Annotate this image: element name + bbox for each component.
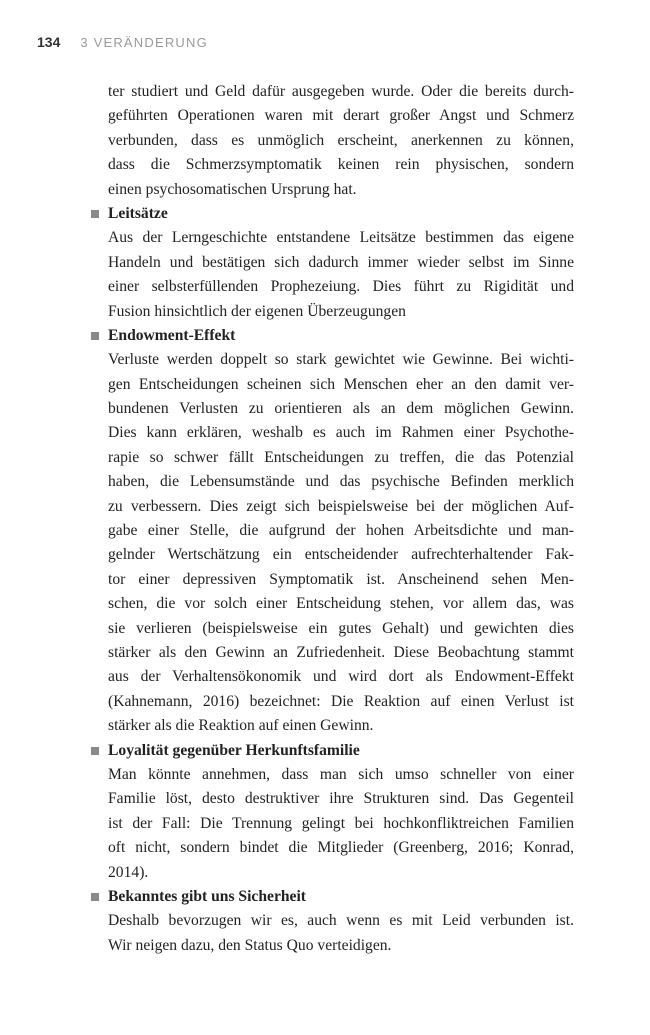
text-line: zu verbessern. Dies zeigt sich beispielsweise bei der möglichen Auf- — [108, 497, 574, 515]
text-line: Familie löst, desto destruktiver ihre Strukturen sind. Das Gegenteil — [108, 790, 574, 808]
running-header — [37, 34, 208, 54]
list-item — [108, 202, 574, 324]
text-line: gen Entscheidungen scheinen sich Menschen eher an den damit ver- — [108, 375, 574, 393]
text-line: rapie so schwer fällt Entscheidungen zu treffen, die das Potenzial — [108, 448, 574, 466]
text-line: (Kahnemann, 2016) bezeichnet: Die Reaktion auf einen Verlust ist — [108, 692, 574, 710]
text-line: tor einer depressiven Symptomatik ist. Anscheinend sehen Men- — [108, 570, 574, 588]
square-bullet-icon — [91, 747, 99, 755]
list-item — [108, 885, 574, 958]
text-line: Fusion hinsichtlich der eigenen Überzeugungen — [108, 302, 406, 320]
text-line: ist der Fall: Die Trennung gelingt bei hochkonfliktreichen Familien — [108, 814, 574, 832]
text-line: sie verlieren (beispielsweise ein gutes Gehalt) und gewichten dies — [108, 619, 574, 637]
intro-paragraph — [108, 80, 574, 202]
text-line: aus der Verhaltensökonomik und wird dort als Endowment-Effekt — [108, 668, 574, 686]
text-line: haben, die Lebensumstände und das psychische Befinden merklich — [108, 473, 574, 491]
text-line: stärker als den Gewinn an Zufriedenheit. Diese Beobachtung stammt — [108, 643, 574, 661]
text-line: oft nicht, sondern bindet die Mitglieder (Greenberg, 2016; Konrad, — [108, 839, 574, 857]
text-line: gelnder Wertschätzung ein entscheidender aufrechterhaltender Fak- — [108, 546, 574, 564]
text-line: Wir neigen dazu, den Status Quo verteidigen. — [108, 936, 392, 954]
text-line: dass die Schmerzsymptomatik keinen rein physischen, sondern — [108, 156, 574, 174]
list-item — [108, 739, 574, 885]
text-line: verbunden, dass es unmöglich erscheint, anerkennen zu können, — [108, 131, 574, 149]
text-line: gabe einer Stelle, die aufgrund der hohen Arbeitsdichte und man- — [108, 522, 574, 540]
square-bullet-icon — [91, 893, 99, 901]
page-number: 134 — [37, 34, 61, 50]
item-heading: Leitsätze — [108, 204, 168, 222]
item-heading: Loyalität gegenüber Herkunftsfamilie — [108, 741, 360, 759]
text-line: einer selbsterfüllenden Prophezeiung. Dies führt zu Rigidität und — [108, 278, 574, 296]
text-line: geführten Operationen waren mit derart großer Angst und Schmerz — [108, 107, 574, 125]
text-line: schen, die vor solch einer Entscheidung stehen, vor allem das, was — [108, 595, 574, 613]
text-line: Dies kann erklären, weshalb es auch im Rahmen einer Psychothe- — [108, 424, 574, 442]
item-heading: Bekanntes gibt uns Sicherheit — [108, 887, 306, 905]
text-line: Verluste werden doppelt so stark gewichtet wie Gewinne. Bei wichti- — [108, 351, 574, 369]
text-line: bundenen Verlusten zu orientieren als an dem möglichen Gewinn. — [108, 400, 574, 418]
chapter-title: 3 VERÄNDERUNG — [80, 35, 208, 50]
square-bullet-icon — [91, 210, 99, 218]
text-line: Deshalb bevorzugen wir es, auch wenn es mit Leid verbunden ist. — [108, 912, 574, 930]
square-bullet-icon — [91, 332, 99, 340]
item-heading: Endowment-Effekt — [108, 326, 236, 344]
text-line: Aus der Lerngeschichte entstandene Leitsätze bestimmen das eigene — [108, 229, 574, 247]
list-item — [108, 324, 574, 739]
text-line: Man könnte annehmen, dass man sich umso schneller von einer — [108, 765, 574, 783]
text-line: einen psychosomatischen Ursprung hat. — [108, 180, 357, 198]
text-line: ter studiert und Geld dafür ausgegeben wurde. Oder die bereits durch- — [108, 83, 574, 100]
text-line: 2014). — [108, 863, 149, 881]
text-line: stärker als die Reaktion auf einen Gewinn. — [108, 717, 374, 735]
body-text — [108, 80, 574, 958]
text-line: Handeln und bestätigen sich dadurch immer wieder selbst im Sinne — [108, 253, 574, 271]
